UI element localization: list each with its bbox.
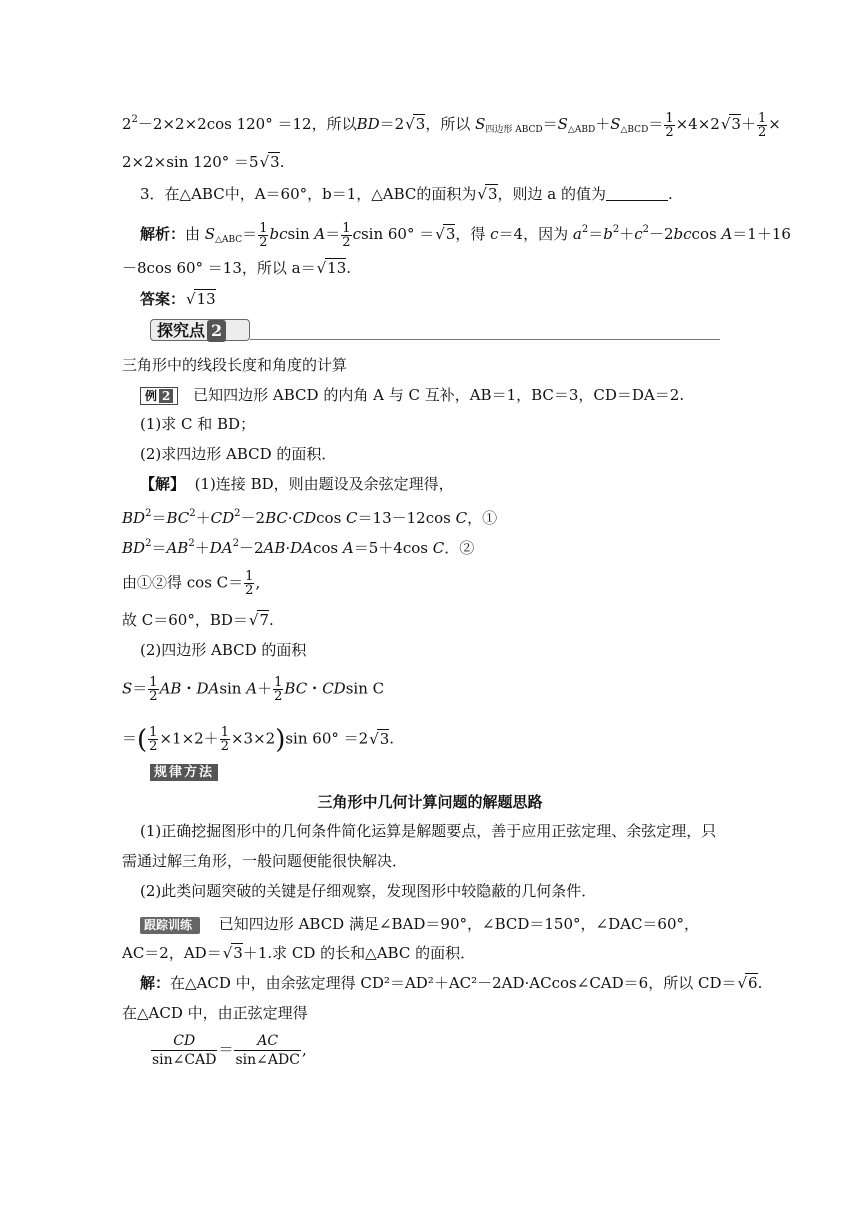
sine-law-ratio: $\frac{CD}{\text{sin∠CAD}}$ ＝ $\frac{AC}{\text{sin∠ADC}}$ , bbox=[152, 1033, 307, 1068]
example-tag: 例 2 bbox=[140, 387, 178, 405]
example-q2: (2)求四边形 ABCD 的面积． bbox=[140, 445, 337, 463]
rule-point-1-cont: 需通过解三角形，一般问题便能很快解决． bbox=[122, 852, 408, 870]
tracking-solution-2: 在△ACD 中，由正弦定理得 bbox=[122, 1004, 308, 1022]
q3-solution-line2: －8cos 60° ＝13，所以 a＝√ 13. bbox=[122, 258, 351, 278]
q3-answer: 答案：√ 13 bbox=[140, 289, 216, 309]
equation-2: $BD^2=AB^2+DA^2-2AB\cdot DAcos$ A＝5＋4cos C．② bbox=[122, 538, 475, 557]
section-divider bbox=[250, 339, 720, 340]
equation-1: $BD^2=BC^2+CD^2-2BC\cdot CDcos$ C＝13－12cos C，① bbox=[122, 508, 498, 527]
example-2: 例 2 已知四边形 ABCD 的内角 A 与 C 互补，AB＝1，BC＝3，CD＝DA＝2. bbox=[140, 385, 684, 405]
tracking-practice-cont: AC＝2，AD＝√ 3＋1.求 CD 的长和△ABC 的面积． bbox=[122, 943, 475, 963]
area-result: ＝( $\frac{1}{2}$ ×1×2＋ $\frac{1}{2}$ ×3×2)sin 60° ＝2√ 3. bbox=[122, 726, 394, 753]
solution-step-2: (2)四边形 ABCD 的面积 bbox=[140, 641, 307, 659]
answer-blank bbox=[606, 186, 668, 201]
question-3: 3．在△ABC中，A＝60°，b＝1，△ABC的面积为√ 3，则边 a 的值为 . bbox=[140, 184, 673, 204]
line-continued-calc: $2^2-2\times 2\times 2\cos$ 120° ＝12，所以BD＝2√ 3，所以 $S_{四边形 ABCD}=S_{\triangle ABD}+S_{\triangle BCD}=$ $\frac{1}{2}$ ×4×2√ 3＋ $\frac{1}{2}$ × bbox=[122, 110, 781, 140]
explore-point-badge: 探究点 2 bbox=[150, 319, 250, 341]
c-bd-result: 故 C＝60°，BD＝√ 7. bbox=[122, 610, 274, 630]
example-q1: (1)求 C 和 BD； bbox=[140, 415, 256, 433]
tracking-solution: 解：在△ACD 中，由余弦定理得 CD²＝AD²＋AC²－2AD·ACcos∠CAD＝6，所以 CD＝√ 6. bbox=[140, 973, 762, 993]
section-title: 三角形中的线段长度和角度的计算 bbox=[122, 356, 348, 374]
solution-step-1: 【解】 (1)连接 BD，则由题设及余弦定理得， bbox=[140, 475, 454, 493]
rule-method-tag: 规律方法 bbox=[150, 764, 218, 781]
q3-solution: 解析：由 $S_{\triangle ABC}=$ $\frac{1}{2}$ bcsin A＝ $\frac{1}{2}$ csin 60° ＝√ 3，得 c＝4，因为 $a^2=b^2+c^2-2bccos$ A＝1＋16 bbox=[140, 220, 791, 250]
line-result-area: 2×2×sin 120° ＝5√ 3. bbox=[122, 152, 284, 172]
tracking-practice: 跟踪训练 已知四边形 ABCD 满足∠BAD＝90°，∠BCD＝150°，∠DAC＝60°， bbox=[140, 914, 699, 934]
rule-title: 三角形中几何计算问题的解题思路 bbox=[317, 793, 543, 811]
rule-point-2: (2)此类问题突破的关键是仔细观察，发现图形中较隐蔽的几何条件． bbox=[140, 882, 597, 900]
tracking-tag: 跟踪训练 bbox=[140, 917, 200, 934]
cos-c-result: 由①②得 cos C＝ $\frac{1}{2}$ , bbox=[122, 569, 261, 598]
rule-point-1: (1)正确挖掘图形中的几何条件简化运算是解题要点，善于应用正弦定理、余弦定理，只 bbox=[140, 822, 717, 840]
area-formula: S＝ $\frac{1}{2}$ AB・DAsin A＋ $\frac{1}{2}$ BC・CDsin C bbox=[122, 675, 385, 704]
